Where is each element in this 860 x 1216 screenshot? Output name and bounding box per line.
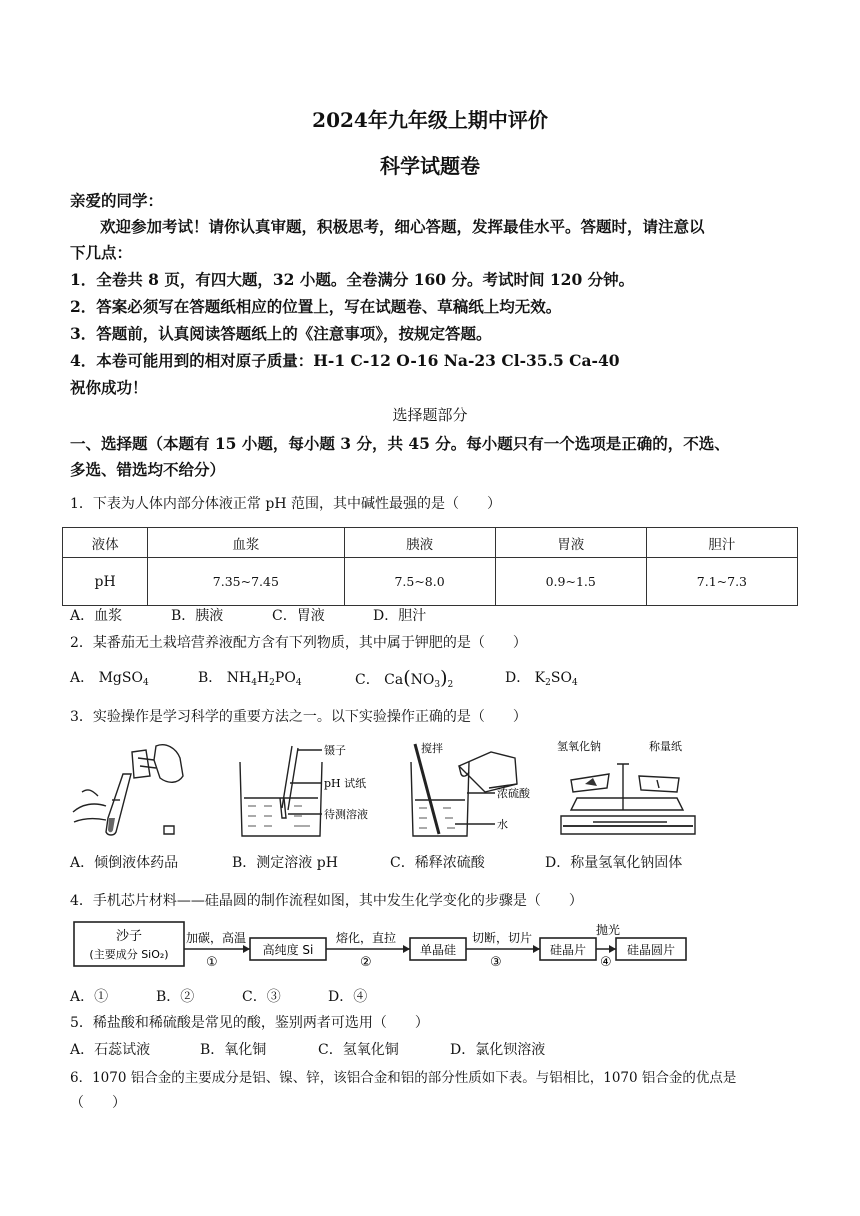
q5-stem: 5．稀盐酸和稀硫酸是常见的酸，鉴别两者可选用（ ） xyxy=(70,1015,429,1031)
q3-option-b[interactable]: B．测定溶液 pH xyxy=(232,855,338,871)
welcome-text: 欢迎参加考试！请你认真审题，积极思考，细心答题，发挥最佳水平。答题时，请注意以 xyxy=(100,217,705,236)
ph-table-cell: pH xyxy=(63,558,148,606)
q4-option-b[interactable]: B．② xyxy=(156,989,195,1005)
note-1: 1．全卷共 8 页，有四大题，32 小题。全卷满分 160 分。考试时间 120 分钟。 xyxy=(70,270,635,289)
q5-option-d[interactable]: D．氯化钡溶液 xyxy=(450,1042,546,1058)
q1-option-b[interactable]: B．胰液 xyxy=(171,608,224,624)
q4-option-c[interactable]: C．③ xyxy=(242,989,281,1005)
silicon-flowchart xyxy=(72,918,702,974)
q5-option-c[interactable]: C．氢氧化铜 xyxy=(318,1042,399,1058)
q2-option-d[interactable]: D． $K_2SO_4$ xyxy=(505,670,578,688)
q6-stem-cont: （ ） xyxy=(70,1095,126,1111)
pouring-liquid-figure xyxy=(68,738,193,843)
ph-table-header-row xyxy=(63,528,798,558)
q1-option-d[interactable]: D．胆汁 xyxy=(373,608,427,624)
part-title: 选择题部分 xyxy=(392,406,468,424)
q3-stem: 3．实验操作是学习科学的重要方法之一。以下实验操作正确的是（ ） xyxy=(70,709,527,725)
tweezers-label: 镊子 xyxy=(324,744,346,757)
section-heading-cont: 多选、错选均不给分） xyxy=(70,460,226,479)
ph-table-cell: 7.35~7.45 xyxy=(148,558,344,606)
page-title: 2024年九年级上期中评价 xyxy=(312,108,548,132)
q2-option-c[interactable]: C． $Ca(NO_3)_2$ xyxy=(355,667,454,690)
flow-step-2: 熔化，直拉 xyxy=(336,931,397,945)
flow-step-4-number: ④ xyxy=(600,955,612,970)
test-solution-label: 待测溶液 xyxy=(324,808,368,821)
conc-acid-label: 浓硫酸 xyxy=(497,787,530,800)
naoh-label: 氢氧化钠 xyxy=(557,740,601,753)
flow-step-1: 加碳，高温 xyxy=(186,931,247,945)
ph-table-header: 液体 xyxy=(63,528,148,558)
flow-step-2-number: ② xyxy=(360,955,372,970)
flow-step-4: 抛光 xyxy=(596,923,621,937)
q3-option-c[interactable]: C．稀释浓硫酸 xyxy=(390,855,485,871)
flow-box-high-purity-si: 高纯度 Si xyxy=(262,943,314,957)
flow-box-wafer-slice: 硅晶片 xyxy=(549,943,587,957)
q1-option-c[interactable]: C．胃液 xyxy=(272,608,325,624)
q4-option-a[interactable]: A．① xyxy=(70,989,109,1005)
q2-option-letter: C． xyxy=(355,672,380,688)
q2-option-letter: A． xyxy=(70,670,95,686)
weigh-paper-label: 称量纸 xyxy=(649,740,682,753)
section-heading: 一、选择题（本题有 15 小题，每小题 3 分，共 45 分。每小题只有一个选项是正确的，不选、 xyxy=(70,434,730,453)
note-2: 2．答案必须写在答题纸相应的位置上，写在试题卷、草稿纸上均无效。 xyxy=(70,297,562,316)
ph-table-header: 胃液 xyxy=(495,528,646,558)
ph-test-figure xyxy=(232,738,382,843)
q2-option-a[interactable]: A． MgSO$_4$ xyxy=(70,670,149,688)
ph-table-cell: 7.5~8.0 xyxy=(344,558,495,606)
greeting: 亲爱的同学： xyxy=(70,191,164,210)
flow-step-3-number: ③ xyxy=(490,955,502,970)
q2-option-letter: B． xyxy=(198,670,223,686)
note-4: 4．本卷可能用到的相对原子质量：H-1 C-12 O-16 Na-23 Cl-35.5 Ca-40 xyxy=(70,351,620,370)
q6-stem: 6．1070 铝合金的主要成分是铝、镍、锌，该铝合金和铝的部分性质如下表。与铝相比，1070 铝合金的优点是 xyxy=(70,1070,737,1086)
ph-table-header: 胆汁 xyxy=(646,528,797,558)
flow-box-wafer: 硅晶圆片 xyxy=(626,943,676,957)
q4-stem: 4．手机芯片材料——硅晶圆的制作流程如图，其中发生化学变化的步骤是（ ） xyxy=(70,893,583,909)
stir-label: 搅拌 xyxy=(421,742,443,755)
q2-stem: 2．某番茄无土栽培营养液配方含有下列物质，其中属于钾肥的是（ ） xyxy=(70,635,527,651)
page-subtitle: 科学试题卷 xyxy=(380,154,480,178)
q2-option-letter: D． xyxy=(505,670,531,686)
dilute-acid-figure xyxy=(405,738,545,843)
ph-table-row xyxy=(63,558,798,606)
flow-step-1-number: ① xyxy=(206,955,218,970)
closing: 祝你成功！ xyxy=(70,378,148,397)
flow-start-sub: (主要成分 SiO₂) xyxy=(89,948,169,961)
flow-step-3: 切断，切片 xyxy=(472,931,533,945)
q3-option-a[interactable]: A．倾倒液体药品 xyxy=(70,855,179,871)
flow-box-monocrystal: 单晶硅 xyxy=(419,943,457,957)
ph-table-cell: 7.1~7.3 xyxy=(646,558,797,606)
ph-paper-label: pH 试纸 xyxy=(324,777,367,790)
note-3: 3．答题前，认真阅读答题纸上的《注意事项》，按规定答题。 xyxy=(70,324,492,343)
q1-option-a[interactable]: A．血浆 xyxy=(70,608,123,624)
ph-table-header: 血浆 xyxy=(148,528,344,558)
water-label: 水 xyxy=(497,818,508,831)
ph-table xyxy=(62,527,798,606)
q5-option-a[interactable]: A．石蕊试液 xyxy=(70,1042,151,1058)
q4-option-d[interactable]: D．④ xyxy=(328,989,368,1005)
q3-option-d[interactable]: D．称量氢氧化钠固体 xyxy=(545,855,683,871)
q2-option-b[interactable]: B． $NH_4H_2PO_4$ xyxy=(198,670,302,688)
q5-option-b[interactable]: B．氧化铜 xyxy=(200,1042,267,1058)
welcome-text-cont: 下几点： xyxy=(70,243,133,262)
flow-start-box: 沙子 xyxy=(115,929,143,944)
ph-table-cell: 0.9~1.5 xyxy=(495,558,646,606)
ph-table-header: 胰液 xyxy=(344,528,495,558)
q1-stem: 1．下表为人体内部分体液正常 pH 范围，其中碱性最强的是（ ） xyxy=(70,496,501,512)
weigh-naoh-figure xyxy=(557,738,707,843)
